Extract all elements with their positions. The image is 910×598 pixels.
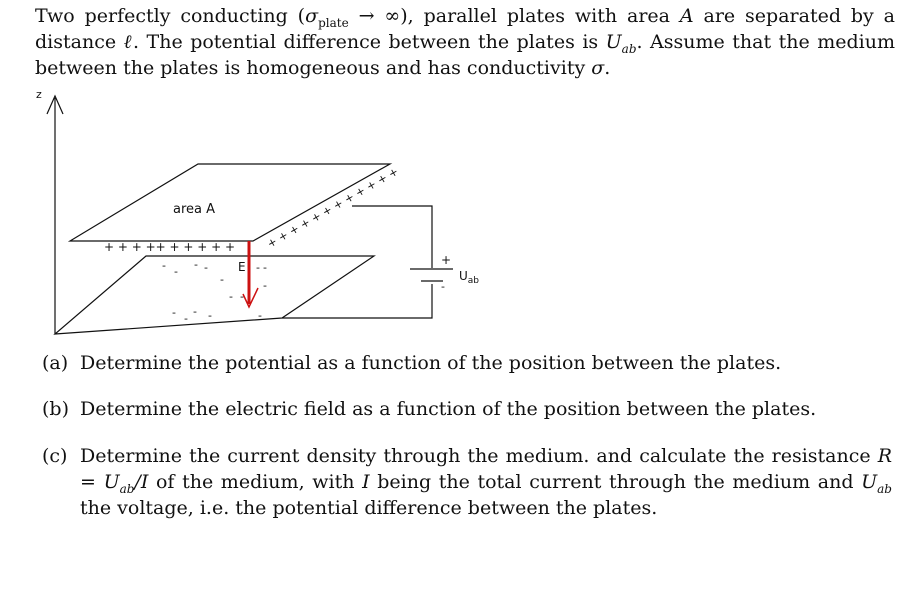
question-c-tag: (c) — [42, 445, 68, 467]
top-wire — [352, 206, 432, 268]
capacitor-figure — [0, 86, 520, 346]
neg-charge: - — [263, 279, 267, 292]
voltage-label: $U_{ab}$ — [459, 269, 480, 286]
neg-charge: - — [172, 306, 176, 319]
top-plate-front-charges: + + + ++ + + + + + — [104, 240, 236, 254]
neg-charge: - — [162, 259, 166, 272]
neg-charge: - — [194, 258, 198, 271]
neg-charge: - — [220, 273, 224, 286]
question-b-text: Determine the electric field as a function of the position between the plates. — [80, 398, 817, 420]
bottom-wire — [282, 284, 432, 318]
battery-minus: - — [441, 280, 445, 293]
top-plate-side-charges: + + + + + + + + + + + + — [265, 164, 401, 251]
neg-charge: - — [193, 305, 197, 318]
question-a-tag: (a) — [42, 352, 69, 374]
question-a-text: Determine the potential as a function of the position between the plates. — [80, 352, 782, 374]
neg-charge: - — [240, 290, 244, 303]
e-field-label: E — [238, 260, 246, 274]
neg-charge: - — [263, 261, 267, 274]
z-axis-label: z — [36, 88, 42, 101]
problem-statement: Two perfectly conducting ($\sigma_{plate}$ → ∞), parallel plates with area A are separated by a distance ℓ. The potential difference between the plates is $U_{ab}$. Assume that the medium between the plates is homogeneous and has conductivity σ. — [35, 5, 895, 79]
area-label: area A — [173, 202, 216, 217]
neg-charge: - — [204, 261, 208, 274]
neg-charge: - — [174, 265, 178, 278]
battery-plus: + — [441, 253, 452, 267]
neg-charge: - — [256, 261, 260, 274]
bottom-plate — [55, 256, 374, 334]
neg-charge: - — [184, 312, 188, 325]
neg-charge: - — [208, 309, 212, 322]
question-b-tag: (b) — [42, 398, 69, 420]
neg-charge: - — [229, 290, 233, 303]
question-c-text: Determine the current density through the medium. and calculate the resistance $R = U_{ab}/I$ of the medium, with I being the total current through the medium and $U_{ab}$ the voltage, i.e. the potential difference between the plates. — [80, 445, 892, 519]
neg-charge: - — [258, 309, 262, 322]
